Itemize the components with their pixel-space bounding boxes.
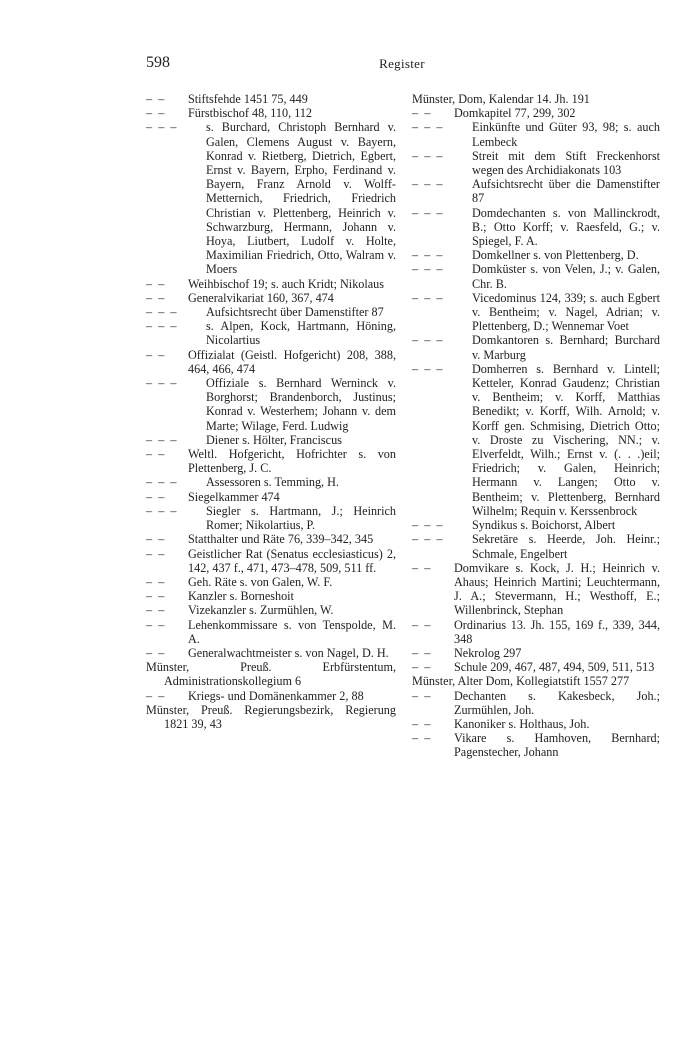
entry-dashes: – – – [412, 205, 443, 220]
entry-dashes: – – [146, 489, 165, 504]
entry-dashes: – – [146, 106, 165, 121]
entry-text: Statthalter und Räte 76, 339–342, 345 [188, 532, 374, 547]
entry-dashes: – – [412, 617, 431, 632]
entry-text: Domvikare s. Kock, J. H.; Heinrich v. Ahaus; Heinrich Martini; Leuchtermann, J. A.; Stevermann, H.; Westhoff, E.; Willenbrinck, Stephan [454, 560, 660, 618]
entry-text: Münster, Alter Dom, Kollegiatstift 1557 277 [412, 674, 630, 689]
index-entry [146, 575, 396, 589]
entry-text: Einkünfte und Güter 93, 98; s. auch Lembeck [472, 120, 660, 149]
index-entry [146, 532, 396, 546]
entry-dashes: – – [146, 688, 165, 703]
entry-dashes: – – [146, 290, 165, 305]
entry-dashes: – – – [412, 290, 443, 305]
entry-text: Kanoniker s. Holthaus, Joh. [454, 716, 590, 731]
index-entry [412, 291, 660, 334]
entry-dashes: – – – [146, 503, 177, 518]
entry-dashes: – – [412, 731, 431, 746]
entry-text: Lehenkommissare s. von Tenspolde, M. A. [188, 617, 396, 646]
entry-dashes: – – [146, 645, 165, 660]
entry-dashes: – – [412, 560, 431, 575]
entry-text: Aufsichtsrecht über Damenstifter 87 [206, 305, 384, 320]
entry-dashes: – – – [146, 432, 177, 447]
index-entry [146, 447, 396, 475]
entry-dashes: – – – [146, 475, 177, 490]
page-number: 598 [146, 54, 170, 71]
entry-text: Siegler s. Hartmann, J.; Heinrich Romer; Nikolartius, P. [206, 503, 396, 533]
entry-dashes: – – – [412, 248, 443, 263]
entry-dashes: – – – [412, 333, 443, 348]
entry-text: Geh. Räte s. von Galen, W. F. [188, 574, 333, 589]
entry-text: Nekrolog 297 [454, 645, 522, 660]
entry-dashes: – – [412, 660, 431, 675]
entry-text: Weltl. Hofgericht, Hofrichter s. von Plettenberg, J. C. [188, 447, 396, 476]
index-entry [146, 106, 396, 120]
index-entry [412, 731, 660, 759]
entry-dashes: – – [412, 645, 431, 660]
index-column-right [412, 92, 660, 760]
entry-dashes: – – [146, 617, 165, 632]
index-entry [146, 660, 396, 688]
index-entry [146, 618, 396, 646]
entry-text: Generalwachtmeister s. von Nagel, D. H. [188, 645, 389, 660]
index-entry [146, 504, 396, 532]
entry-text: Domkapitel 77, 299, 302 [454, 106, 576, 121]
entry-dashes: – – [146, 532, 165, 547]
index-entry [412, 518, 660, 532]
entry-text: Geistlicher Rat (Senatus ecclesiasticus) 2, 142, 437 f., 471, 473–478, 509, 511 ff. [188, 546, 396, 575]
index-entry [412, 149, 660, 177]
index-entry [146, 433, 396, 447]
index-entry [412, 646, 660, 660]
index-entry [146, 348, 396, 376]
index-entry [146, 689, 396, 703]
index-entry [146, 703, 396, 731]
entry-dashes: – – – [412, 532, 443, 547]
entry-dashes: – – – [412, 120, 443, 135]
entry-dashes: – – – [146, 319, 177, 334]
index-entry [146, 277, 396, 291]
running-title: Register [379, 56, 425, 71]
index-entry [412, 362, 660, 518]
entry-text: Dechanten s. Kakesbeck, Joh.; Zurmühlen, Joh. [454, 688, 660, 717]
entry-text: Syndikus s. Boichorst, Albert [472, 518, 616, 533]
entry-text: s. Burchard, Christoph Bernhard v. Galen, Clemens August v. Bayern, Konrad v. Rietberg, Dietrich, Egbert, Ernst v. Bayern, Erpho, Ferdinand v. Bayern, Franz Arnold v. Wolff-Metternich, Friedrich, Friedrich Christian v. Plettenberg, Heinrich v. Schwarzburg, Hermann, Johann v. Hoya, Liutbert, Ludolf v. Holte, Maximilian Friedrich, Otto, Walram v. Moers [206, 120, 396, 277]
entry-dashes: – – [412, 688, 431, 703]
index-entry [146, 305, 396, 319]
index-entry [146, 376, 396, 433]
entry-dashes: – – [146, 447, 165, 462]
index-entry [146, 589, 396, 603]
entry-text: Kanzler s. Borneshoit [188, 589, 294, 604]
entry-text: Domdechanten s. von Mallinckrodt, B.; Otto Korff; v. Raesfeld, G.; v. Spiegel, F. A. [472, 205, 660, 249]
index-entry [146, 547, 396, 575]
entry-text: Münster, Dom, Kalendar 14. Jh. 191 [412, 92, 590, 106]
entry-text: Aufsichtsrecht über die Damenstifter 87 [472, 177, 660, 206]
entry-text: Ordinarius 13. Jh. 155, 169 f., 339, 344, 348 [454, 617, 660, 646]
index-entry [412, 248, 660, 262]
index-entry [412, 674, 660, 688]
entry-dashes: – – – [412, 148, 443, 163]
entry-dashes: – – [146, 276, 165, 291]
entry-dashes: – – – [146, 120, 177, 135]
entry-dashes: – – – [146, 305, 177, 320]
entry-text: Fürstbischof 48, 110, 112 [188, 106, 313, 121]
entry-text: Sekretäre s. Heerde, Joh. Heinr.; Schmale, Engelbert [472, 532, 660, 561]
entry-text: Münster, Preuß. Regierungsbezirk, Regierung 1821 39, 43 [146, 702, 396, 731]
index-entry [412, 333, 660, 361]
entry-dashes: – – [146, 347, 165, 362]
index-entry [412, 532, 660, 560]
index-entry [146, 92, 396, 106]
page-header [146, 54, 658, 78]
index-entry [146, 490, 396, 504]
entry-dashes: – – [412, 716, 431, 731]
entry-text: Assessoren s. Temming, H. [206, 475, 339, 490]
entry-text: Siegelkammer 474 [188, 489, 280, 504]
entry-dashes: – – – [146, 376, 177, 391]
index-entry [412, 262, 660, 290]
index-entry [412, 717, 660, 731]
entry-text: Offiziale s. Bernhard Werninck v. Borghorst; Brandenborch, Justinus; Konrad v. Westerhem; Johann v. dem Marte; Wilage, Ferd. Ludwig [206, 376, 396, 433]
entry-dashes: – – [412, 106, 431, 121]
entry-text: Domherren s. Bernhard v. Lintell; Ketteler, Konrad Gaudenz; Christian v. Bentheim; v. Korff, Matthias Benedikt; v. Korff, Wilh. Arnold; v. Korff gen. Schmising, Dietrich Otto; v. Droste zu Vischering, NN.; v. Elverfeldt, Wilh.; Ernst v. (. . .)eil; Friedrich; v. Galen, Heinrich; Hermann v. Langen; Otto v. Bentheim; v. Plettenberg, Bernhard Wilhelm; Requin v. Kerssenbrock [472, 361, 660, 518]
index-entry [412, 561, 660, 618]
entry-text: Domkantoren s. Bernhard; Burchard v. Marburg [472, 333, 660, 362]
entry-text: Weihbischof 19; s. auch Kridt; Nikolaus [188, 276, 385, 291]
index-entry [412, 206, 660, 249]
entry-dashes: – – [146, 92, 165, 106]
entry-dashes: – – – [412, 177, 443, 192]
index-entry [146, 475, 396, 489]
index-entry [412, 92, 660, 106]
entry-text: Vizekanzler s. Zurmühlen, W. [188, 603, 334, 618]
entry-dashes: – – [146, 546, 165, 561]
entry-text: Streit mit dem Stift Freckenhorst wegen des Archidiakonats 103 [472, 148, 660, 178]
index-entry [146, 319, 396, 347]
index-entry [412, 660, 660, 674]
index-entry [412, 177, 660, 205]
index-entry [412, 618, 660, 646]
entry-text: Generalvikariat 160, 367, 474 [188, 290, 334, 305]
entry-text: Domkellner s. von Plettenberg, D. [472, 248, 639, 263]
entry-text: Kriegs- und Domänenkammer 2, 88 [188, 688, 364, 703]
index-entry [412, 689, 660, 717]
entry-text: Diener s. Hölter, Franciscus [206, 432, 342, 447]
entry-dashes: – – – [412, 518, 443, 533]
index-entry [146, 291, 396, 305]
index-entry [146, 646, 396, 660]
entry-text: Domküster s. von Velen, J.; v. Galen, Chr. B. [472, 262, 660, 291]
index-column-left [146, 92, 396, 731]
entry-text: Stiftsfehde 1451 75, 449 [188, 92, 308, 106]
entry-dashes: – – [146, 574, 165, 589]
entry-text: Vikare s. Hamhoven, Bernhard; Pagenstecher, Johann [454, 731, 660, 760]
entry-dashes: – – – [412, 262, 443, 277]
entry-text: s. Alpen, Kock, Hartmann, Höning, Nicolartius [206, 319, 396, 348]
index-entry [146, 603, 396, 617]
entry-text: Schule 209, 467, 487, 494, 509, 511, 513 [454, 660, 655, 675]
index-entry [146, 120, 396, 276]
index-entry [412, 120, 660, 148]
index-entry [412, 106, 660, 120]
entry-dashes: – – – [412, 361, 443, 376]
entry-dashes: – – [146, 589, 165, 604]
entry-dashes: – – [146, 603, 165, 618]
entry-text: Offizialat (Geistl. Hofgericht) 208, 388, 464, 466, 474 [188, 347, 396, 376]
entry-text: Vicedominus 124, 339; s. auch Egbert v. Bentheim; v. Nagel, Adrian; v. Plettenberg, D.; Wennemar Voet [472, 290, 660, 334]
entry-text: Münster, Preuß. Erbfürstentum, Administrationskollegium 6 [146, 660, 396, 689]
